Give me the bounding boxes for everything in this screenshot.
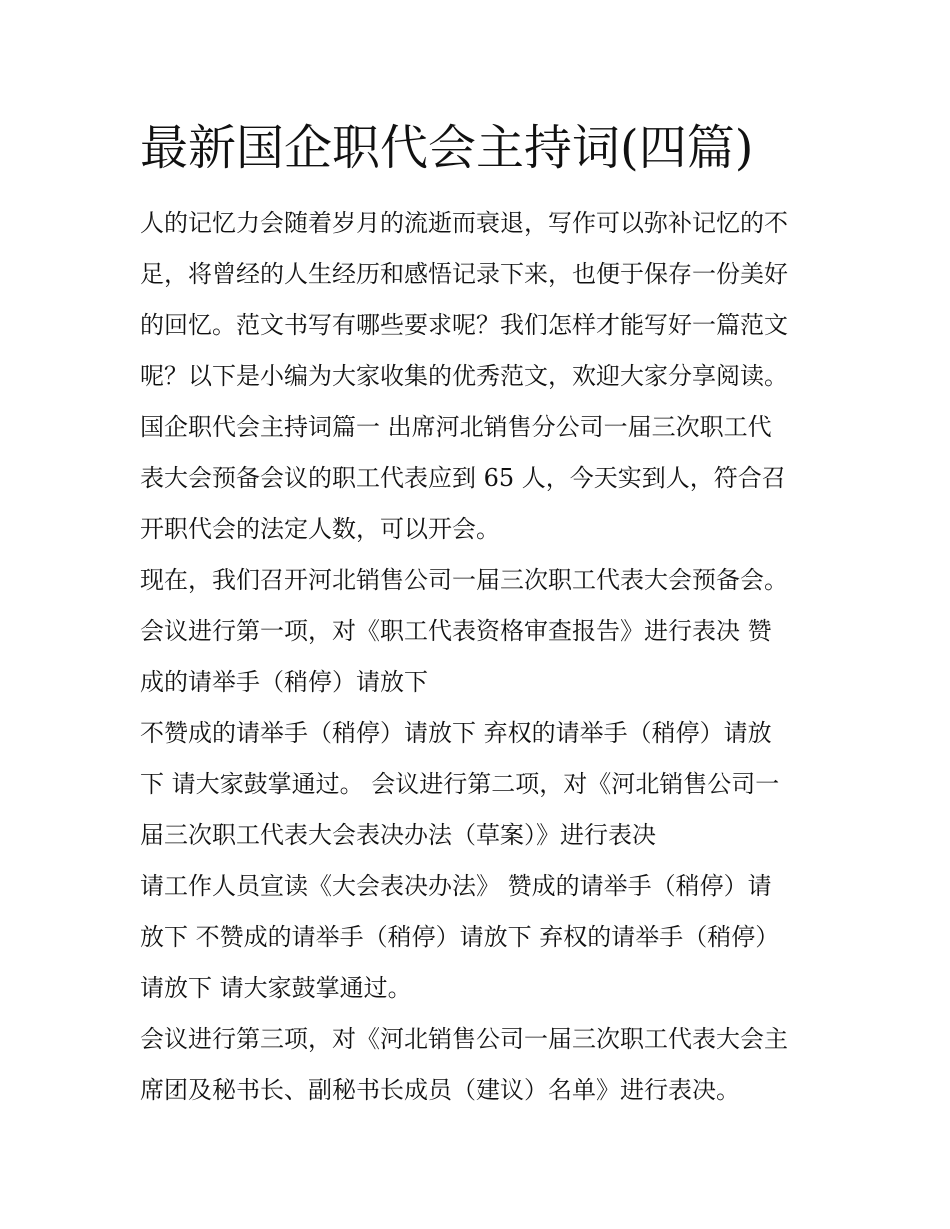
body-line: 表大会预备会议的职工代表应到 65 人，今天实到人，符合召	[140, 464, 786, 492]
body-line: 会议进行第一项，对《职工代表资格审查报告》进行表决 赞	[140, 617, 772, 645]
body-line: 届三次职工代表大会表决办法（草案）》进行表决	[140, 821, 656, 849]
body-line: 下 请大家鼓掌通过。 会议进行第二项，对《河北销售公司一	[140, 770, 780, 798]
body-line: 成的请举手（稍停）请放下	[140, 668, 428, 696]
body-line: 开职代会的法定人数，可以开会。	[140, 515, 500, 543]
body-line: 现在，我们召开河北销售公司一届三次职工代表大会预备会。	[140, 566, 788, 594]
body-line: 人的记忆力会随着岁月的流逝而衰退，写作可以弥补记忆的不	[140, 209, 788, 237]
body-line: 呢？以下是小编为大家收集的优秀范文，欢迎大家分享阅读。	[140, 362, 788, 390]
body-line: 足，将曾经的人生经历和感悟记录下来，也便于保存一份美好	[140, 260, 788, 288]
body-line: 请放下 请大家鼓掌通过。	[140, 974, 412, 1002]
body-line: 的回忆。范文书写有哪些要求呢？我们怎样才能写好一篇范文	[140, 311, 788, 339]
body-line: 席团及秘书长、副秘书长成员（建议）名单》进行表决。	[140, 1076, 740, 1104]
body-line: 放下 不赞成的请举手（稍停）请放下 弃权的请举手（稍停）	[140, 923, 780, 951]
body-line: 国企职代会主持词篇一 出席河北销售分公司一届三次职工代	[140, 413, 772, 441]
document-title: 最新国企职代会主持词(四篇)	[140, 120, 754, 176]
body-line: 会议进行第三项，对《河北销售公司一届三次职工代表大会主	[140, 1025, 788, 1053]
document-body	[140, 198, 830, 1116]
body-line: 请工作人员宣读《大会表决办法》 赞成的请举手（稍停）请	[140, 872, 772, 900]
body-line: 不赞成的请举手（稍停）请放下 弃权的请举手（稍停）请放	[140, 719, 772, 747]
